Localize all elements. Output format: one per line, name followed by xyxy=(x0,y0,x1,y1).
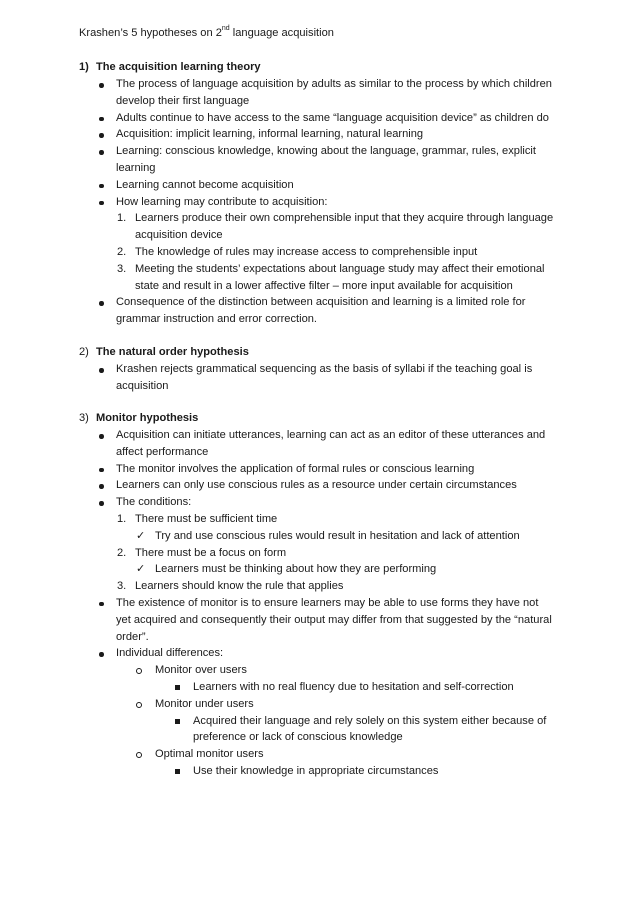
sub-sub-item: Use their knowledge in appropriate circumstances xyxy=(79,763,579,780)
bullet-icon xyxy=(99,501,104,506)
bullet-icon xyxy=(99,150,104,155)
bullet-icon xyxy=(99,301,104,306)
square-bullet-icon xyxy=(175,769,180,774)
square-bullet-icon xyxy=(175,685,180,690)
section-acquisition-learning xyxy=(79,59,579,328)
bullet-icon xyxy=(99,368,104,373)
list-item: How learning may contribute to acquisition: xyxy=(79,194,579,211)
bullet-icon xyxy=(99,602,104,607)
bullet-icon xyxy=(99,133,104,138)
section-title: The natural order hypothesis xyxy=(96,346,249,358)
numbered-item: 2. There must be a focus on form xyxy=(117,546,287,559)
square-bullet-icon xyxy=(175,719,180,724)
bullet-icon xyxy=(99,484,104,489)
list-item: The process of language acquisition by adults as similar to the process by which children develop their first language xyxy=(79,76,579,110)
section-number: 2) xyxy=(79,346,89,358)
section-natural-order xyxy=(79,344,579,395)
list-item: Learning cannot become acquisition xyxy=(79,177,579,194)
bullet-icon xyxy=(99,652,104,657)
sub-item: Optimal monitor users xyxy=(79,746,579,763)
section-heading xyxy=(79,59,579,76)
checkmark-icon: ✓ xyxy=(136,563,146,576)
section-heading xyxy=(79,344,579,361)
bullet-icon xyxy=(99,184,104,189)
numbered-item: 1. Learners produce their own comprehensible input that they acquire through language acquisition device xyxy=(117,212,554,242)
section-monitor xyxy=(79,410,579,780)
list-item: Krashen rejects grammatical sequencing as the basis of syllabi if the teaching goal is acquisition xyxy=(79,361,579,395)
list-item: Acquisition can initiate utterances, learning can act as an editor of these utterances and affect performance xyxy=(79,427,579,461)
list-item: The conditions: xyxy=(79,494,579,511)
section-title: Monitor hypothesis xyxy=(96,412,199,424)
section-number: 1) xyxy=(79,61,89,73)
sub-sub-item: Learners with no real fluency due to hesitation and self-correction xyxy=(79,679,579,696)
circle-bullet-icon xyxy=(136,752,142,758)
section-title: The acquisition learning theory xyxy=(96,61,261,73)
circle-bullet-icon xyxy=(136,702,142,708)
bullet-icon xyxy=(99,117,104,122)
list-item: Adults continue to have access to the same “language acquisition device” as children do xyxy=(79,110,579,127)
circle-bullet-icon xyxy=(136,668,142,674)
numbered-item: 2. The knowledge of rules may increase access to comprehensible input xyxy=(117,245,478,258)
sub-item: Monitor over users xyxy=(79,662,579,679)
bullet-icon xyxy=(99,468,104,473)
bullet-icon xyxy=(99,434,104,439)
section-number: 3) xyxy=(79,412,89,424)
list-item: The monitor involves the application of formal rules or conscious learning xyxy=(79,461,579,478)
bullet-icon xyxy=(99,83,104,88)
numbered-item: 3. Meeting the students’ expectations about language study may affect their emotional state and result in a lower affective filter – more input available for acquisition xyxy=(117,262,545,292)
numbered-item: 3. Learners should know the rule that applies xyxy=(117,580,344,593)
checkmark-icon: ✓ xyxy=(136,529,146,542)
check-item: ✓ Learners must be thinking about how they are performing xyxy=(79,561,579,578)
sub-sub-item: Acquired their language and rely solely on this system either because of preference or lack of conscious knowledge xyxy=(79,713,579,747)
check-item: ✓ Try and use conscious rules would result in hesitation and lack of attention xyxy=(79,528,579,545)
document-title: Krashen’s 5 hypotheses on 2nd language acquisition xyxy=(79,25,334,39)
list-item: The existence of monitor is to ensure learners may be able to use forms they have not yet acquired and consequently their output may differ from that suggested by the “natural order”. xyxy=(79,595,579,645)
numbered-item: 1. There must be sufficient time xyxy=(117,512,278,525)
list-item: Acquisition: implicit learning, informal learning, natural learning xyxy=(79,126,579,143)
list-item: Individual differences: xyxy=(79,645,579,662)
list-item: Learning: conscious knowledge, knowing about the language, grammar, rules, explicit learning xyxy=(79,143,579,177)
list-item: Consequence of the distinction between acquisition and learning is a limited role for grammar instruction and error correction. xyxy=(79,294,579,328)
section-heading xyxy=(79,410,579,427)
list-item: Learners can only use conscious rules as a resource under certain circumstances xyxy=(79,477,579,494)
sub-item: Monitor under users xyxy=(79,696,579,713)
bullet-icon xyxy=(99,201,104,206)
